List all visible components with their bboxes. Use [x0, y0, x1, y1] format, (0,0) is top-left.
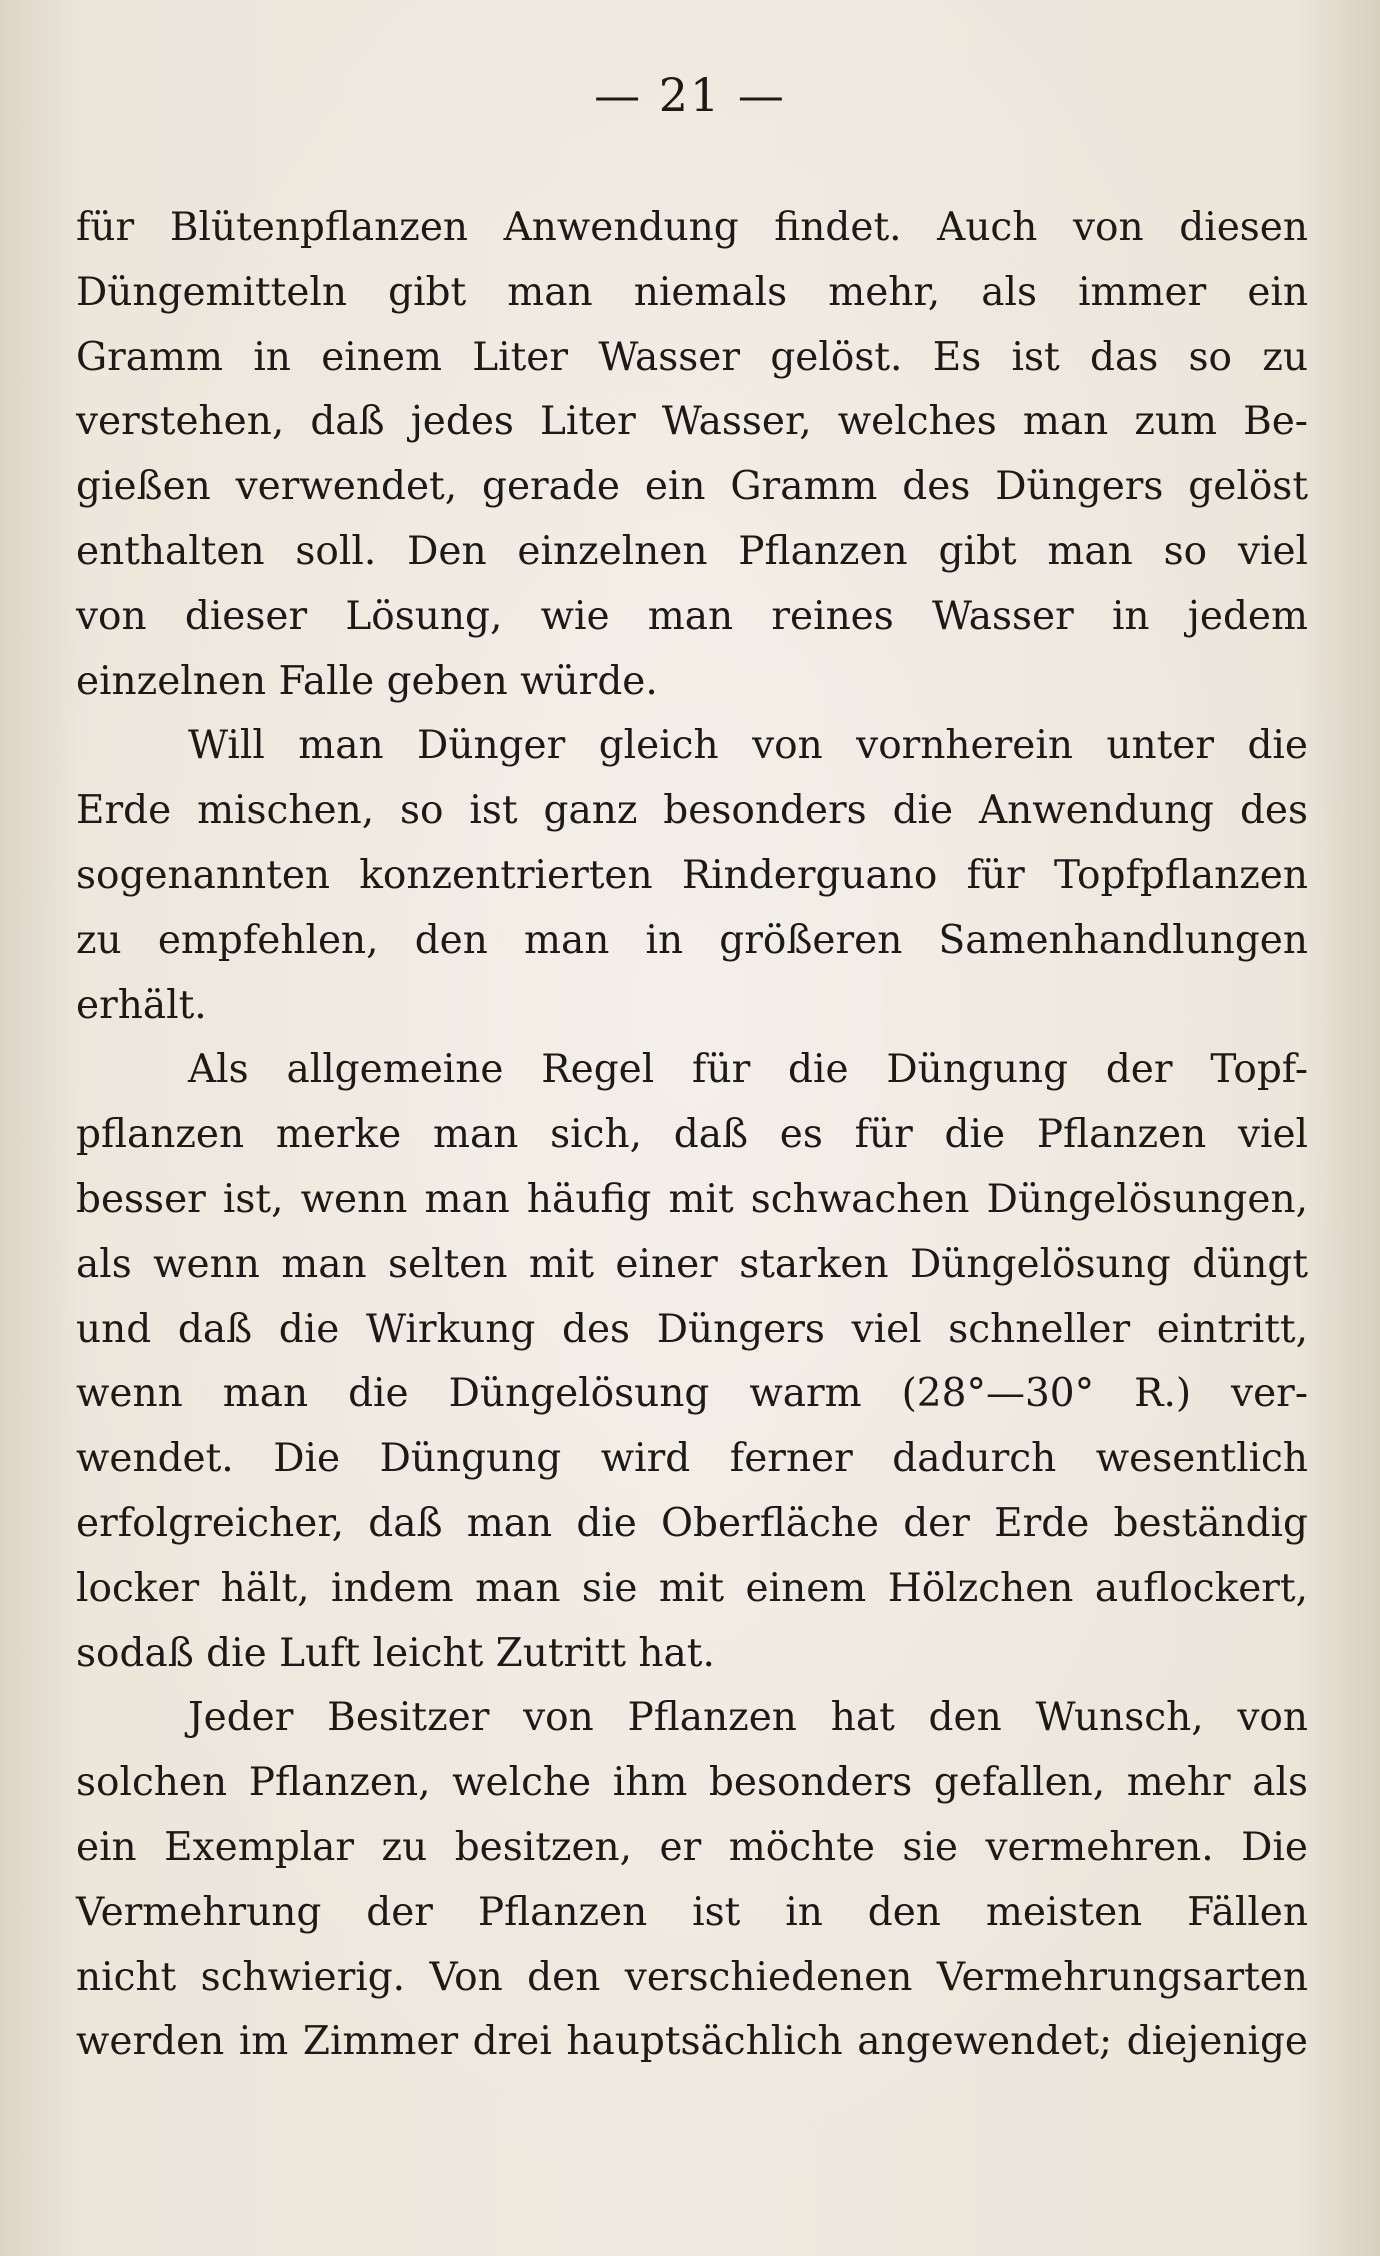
text-line: von dieser Lösung, wie man reines Wasser in jedem — [76, 593, 1308, 639]
text-line: erhält. — [76, 982, 207, 1028]
text-line: zu empfehlen, den man in größeren Samenhandlungen — [76, 917, 1308, 963]
text-line: Gramm in einem Liter Wasser gelöst. Es ist das so zu — [76, 334, 1308, 380]
paragraph — [76, 1038, 1308, 1686]
text-line: wenn man die Düngelösung warm (28°—30° R.) ver- — [76, 1371, 1308, 1417]
text-line: als wenn man selten mit einer starken Düngelösung düngt — [76, 1241, 1308, 1287]
text-line: erfolgreicher, daß man die Oberfläche der Erde beständig — [76, 1500, 1308, 1546]
page-number: — 21 — — [594, 68, 786, 122]
text-line: ein Exemplar zu besitzen, er möchte sie vermehren. Die — [76, 1824, 1308, 1870]
text-line: Erde mischen, so ist ganz besonders die Anwendung des — [76, 788, 1308, 834]
text-line: Düngemitteln gibt man niemals mehr, als immer ein — [76, 269, 1308, 315]
paragraph — [76, 1686, 1308, 2075]
page-text — [76, 196, 1308, 2075]
text-line: werden im Zimmer drei hauptsächlich angewendet; diejenige — [76, 2019, 1308, 2065]
text-line: Jeder Besitzer von Pflanzen hat den Wunsch, von — [188, 1695, 1308, 1741]
paragraph — [76, 196, 1308, 714]
text-line: für Blütenpflanzen Anwendung findet. Auch von diesen — [76, 205, 1308, 250]
text-line: verstehen, daß jedes Liter Wasser, welches man zum Be- — [76, 399, 1308, 445]
text-line: und daß die Wirkung des Düngers viel schneller eintritt, — [76, 1306, 1308, 1352]
text-line: pflanzen merke man sich, daß es für die Pflanzen viel — [76, 1112, 1308, 1158]
paragraph — [76, 714, 1308, 1038]
text-line: Will man Dünger gleich von vornherein unter die — [188, 723, 1308, 769]
text-line: nicht schwierig. Von den verschiedenen Vermehrungsarten — [76, 1954, 1308, 2000]
text-line: sogenannten konzentrierten Rinderguano für Topfpflanzen — [76, 852, 1308, 898]
text-line: enthalten soll. Den einzelnen Pflanzen gibt man so viel — [76, 528, 1308, 574]
text-line: einzelnen Falle geben würde. — [76, 658, 658, 704]
text-line: Vermehrung der Pflanzen ist in den meisten Fällen — [76, 1889, 1308, 1935]
text-line: sodaß die Luft leicht Zutritt hat. — [76, 1630, 715, 1676]
text-line: gießen verwendet, gerade ein Gramm des Düngers gelöst — [76, 464, 1308, 510]
text-line: wendet. Die Düngung wird ferner dadurch wesentlich — [76, 1436, 1308, 1482]
text-line: solchen Pflanzen, welche ihm besonders gefallen, mehr als — [76, 1760, 1308, 1806]
text-line: besser ist, wenn man häufig mit schwachen Düngelösungen, — [76, 1176, 1308, 1222]
text-line: locker hält, indem man sie mit einem Hölzchen auflockert, — [76, 1565, 1308, 1611]
text-line: Als allgemeine Regel für die Düngung der Topf- — [188, 1047, 1308, 1093]
